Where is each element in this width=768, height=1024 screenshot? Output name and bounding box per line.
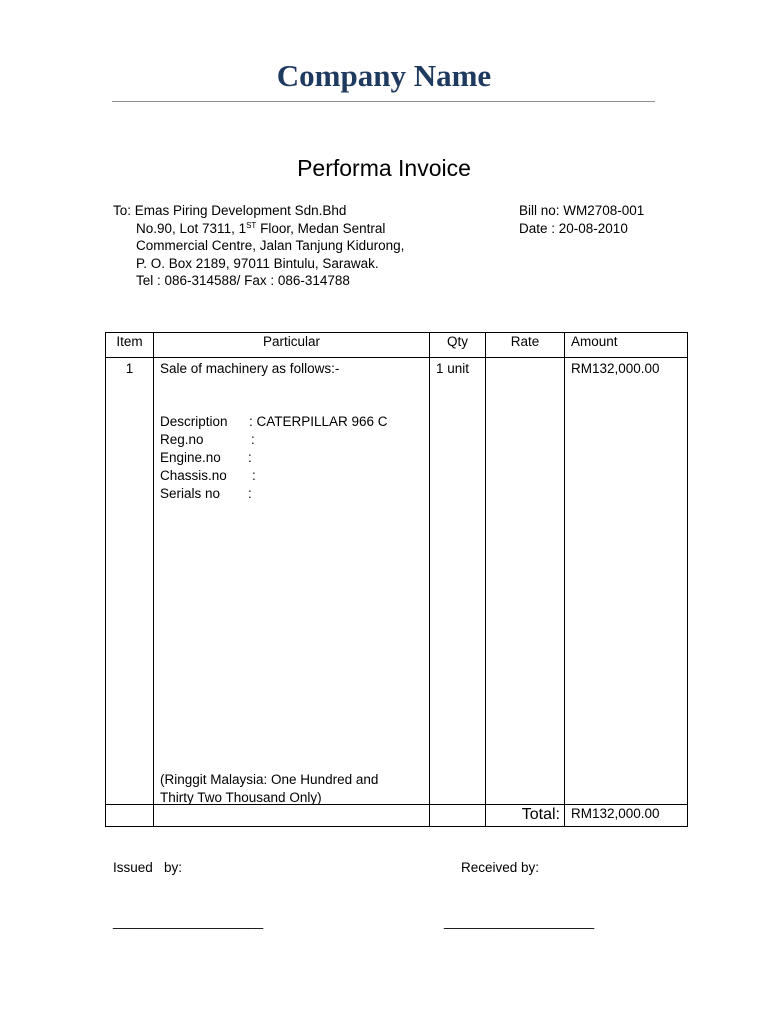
spec-list: [160, 413, 388, 503]
header-particular: Particular: [154, 333, 430, 358]
recipient-name-line: [113, 202, 404, 220]
company-name: Company Name: [276, 58, 492, 93]
total-amount: RM132,000.00: [565, 805, 688, 827]
recipient-name: Emas Piring Development Sdn.Bhd: [134, 203, 347, 218]
cell-rate: [486, 358, 565, 805]
recipient-prefix: To:: [113, 203, 135, 218]
total-empty-1: [106, 805, 154, 827]
recipient-address-2: Commercial Centre, Jalan Tanjung Kidurong,: [136, 238, 405, 253]
invoice-table: [105, 332, 688, 827]
received-by-label: Received by:: [461, 860, 540, 875]
header-item: Item: [106, 333, 154, 358]
address-1-sup: ST: [246, 220, 257, 230]
amount-in-words: [160, 771, 378, 807]
spec-chassis-no: Chassis.no :: [160, 468, 256, 483]
amount-in-words-1: (Ringgit Malaysia: One Hundred and: [160, 772, 379, 787]
table-row: [106, 358, 688, 805]
total-empty-3: [430, 805, 486, 827]
table-header-row: [106, 333, 688, 358]
spec-engine-no: Engine.no :: [160, 450, 252, 465]
amount-in-words-2: Thirty Two Thousand Only): [160, 790, 322, 805]
cell-amount: RM132,000.00: [565, 358, 688, 805]
recipient-block: [113, 202, 404, 290]
issued-by-label: Issued by:: [113, 860, 183, 875]
header-rate: Rate: [486, 333, 565, 358]
cell-item: 1: [106, 358, 154, 805]
total-empty-2: [154, 805, 430, 827]
bill-number: Bill no: WM2708-001: [519, 203, 645, 218]
address-1-a: No.90, Lot 7311, 1: [136, 220, 247, 236]
address-1-b: Floor, Medan Sentral: [256, 220, 386, 236]
total-label: Total:: [486, 805, 565, 827]
total-row: [106, 805, 688, 827]
recipient-contact: Tel : 086-314588/ Fax : 086-314788: [136, 273, 350, 288]
received-signature-line: ____________________: [444, 914, 595, 929]
header-rule: [112, 101, 655, 102]
particular-intro: Sale of machinery as follows:-: [160, 361, 340, 376]
cell-particular: [154, 358, 430, 805]
bill-date: Date : 20-08-2010: [519, 220, 628, 236]
issued-signature-line: ____________________: [113, 914, 264, 929]
recipient-address-3: P. O. Box 2189, 97011 Bintulu, Sarawak.: [136, 255, 379, 271]
spec-description: Description : CATERPILLAR 966 C: [160, 414, 388, 429]
header-qty: Qty: [430, 333, 486, 358]
recipient-address-1: [113, 220, 404, 238]
header-amount: Amount: [565, 333, 688, 358]
cell-qty: 1 unit: [430, 358, 486, 805]
spec-serials-no: Serials no :: [160, 486, 252, 501]
document-title: Performa Invoice: [297, 155, 471, 181]
spec-reg-no: Reg.no :: [160, 432, 255, 447]
bill-block: [519, 202, 644, 237]
